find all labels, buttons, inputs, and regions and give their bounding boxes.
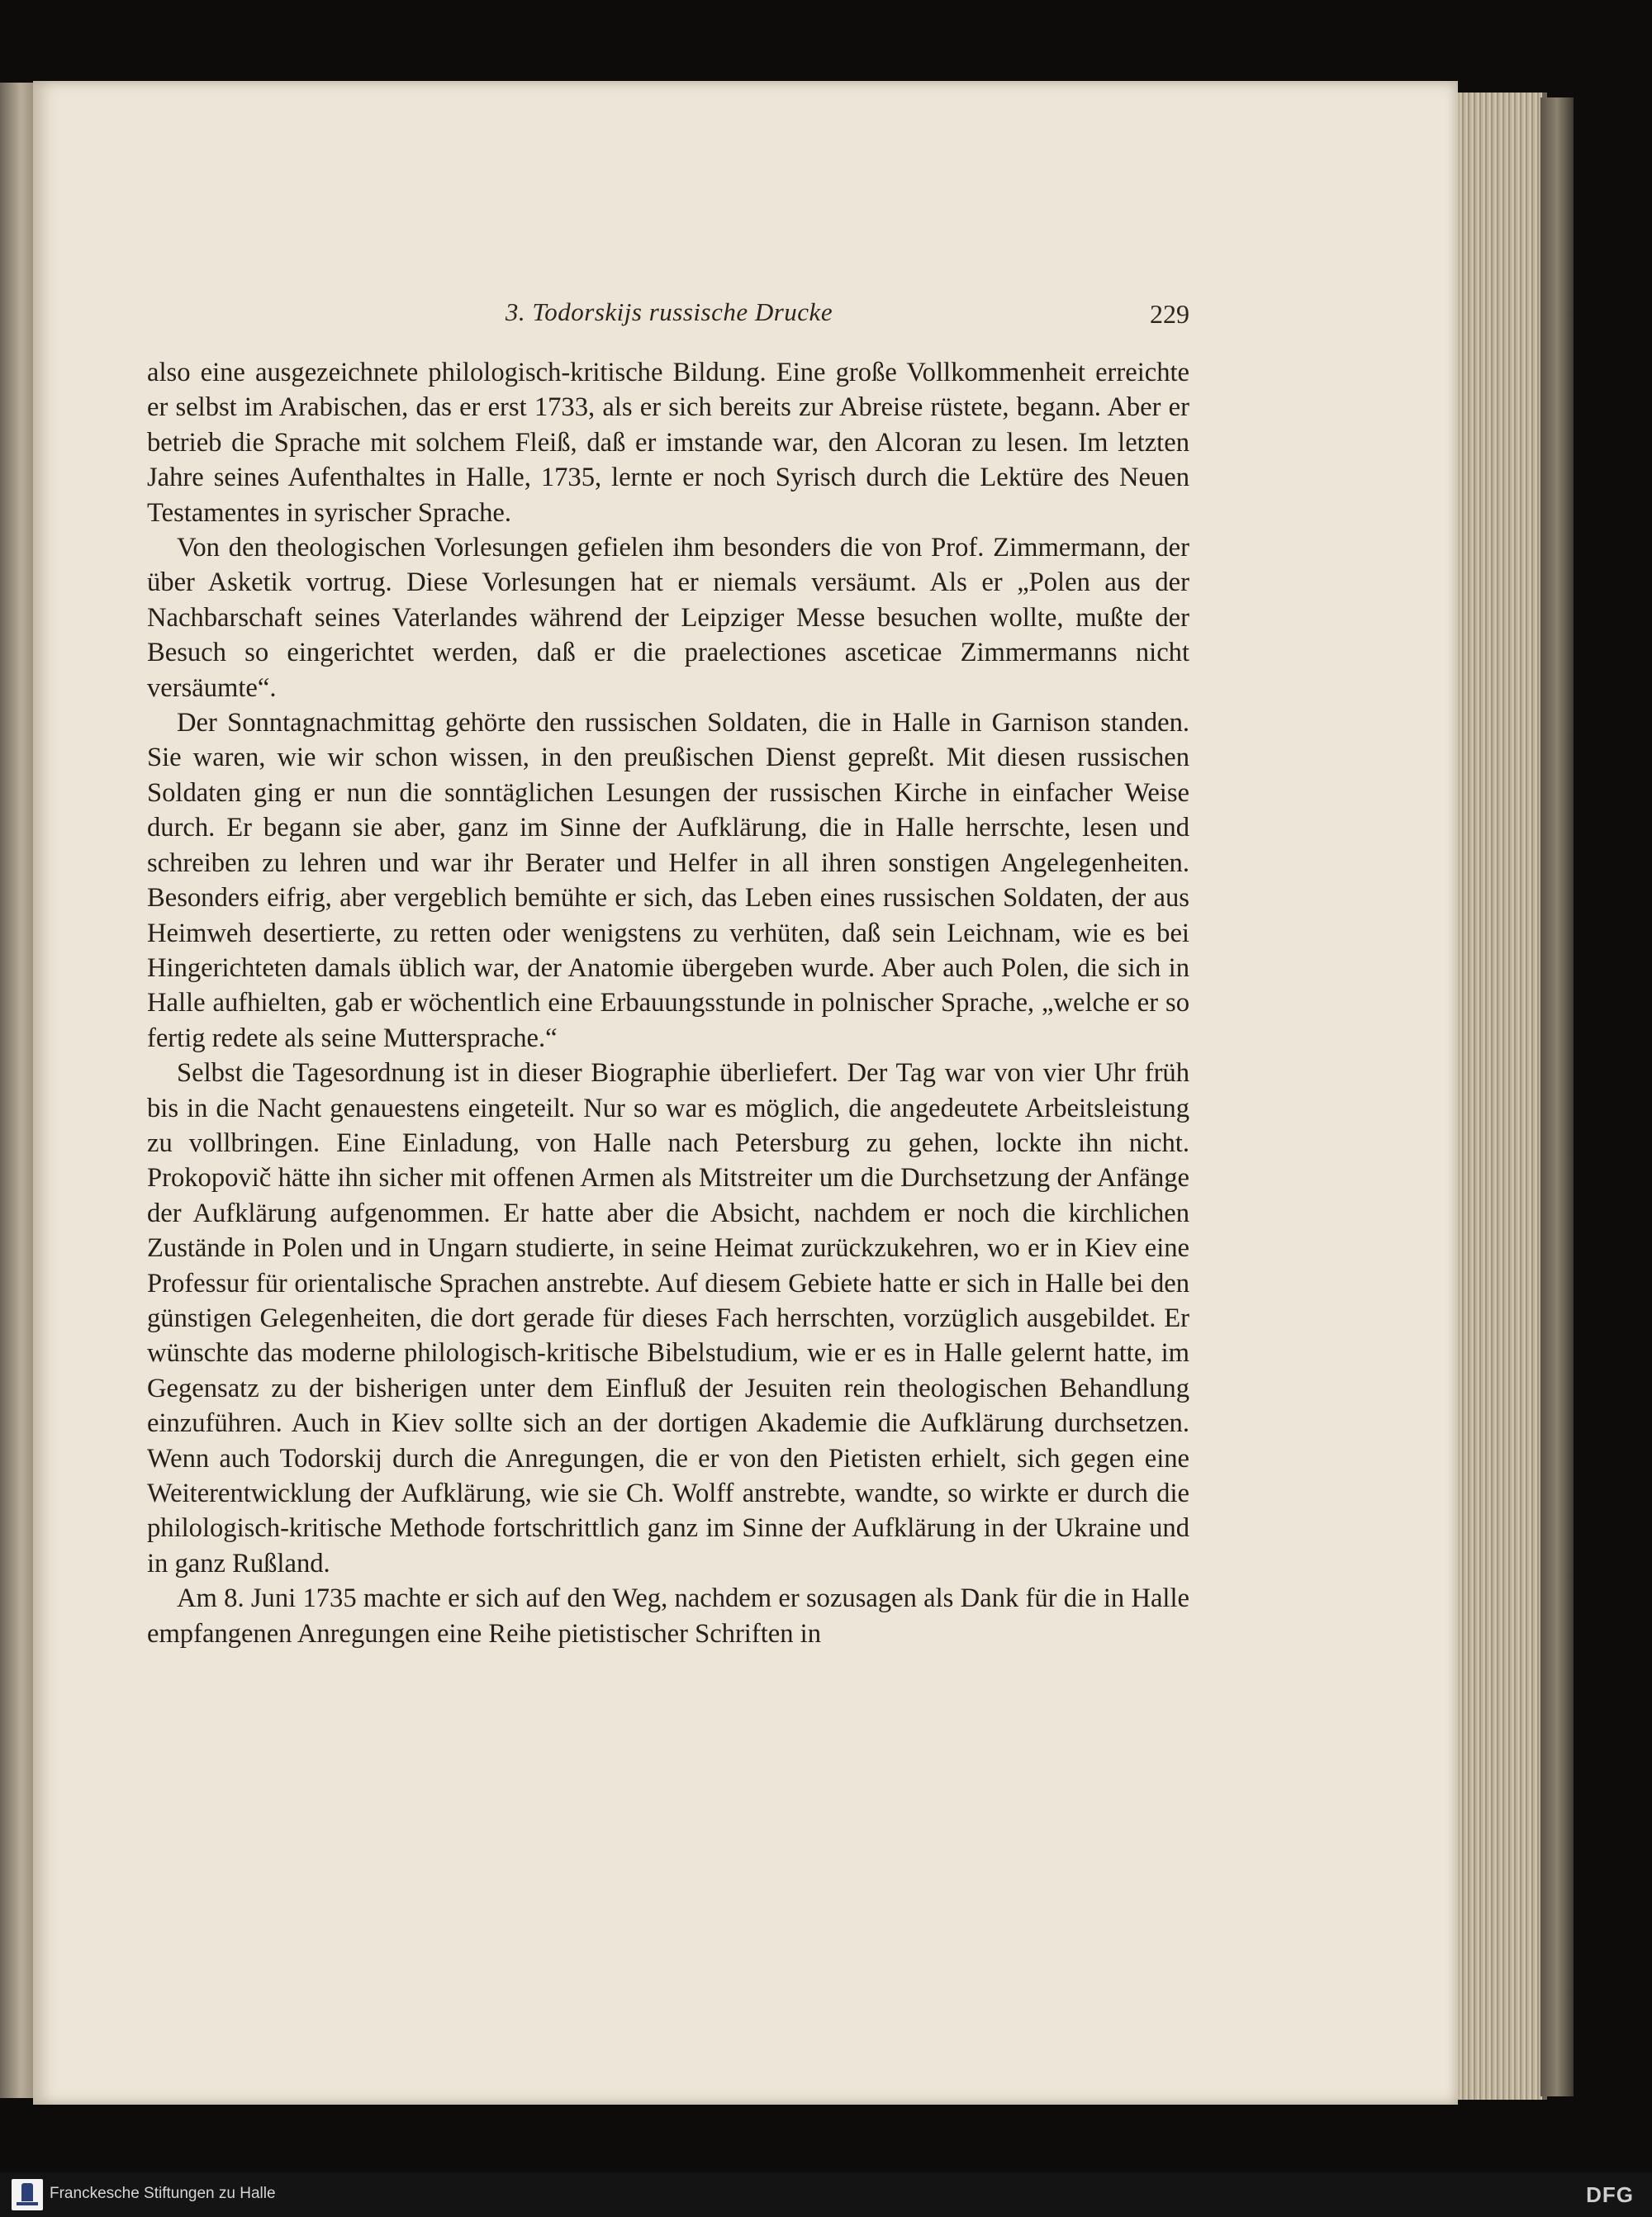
institution-name: Franckesche Stiftungen zu Halle [50,2185,276,2202]
paragraph-3: Der Sonntagnachmittag gehörte den russischen Soldaten, die in Halle in Garnison standen. Sie waren, wie wir schon wissen, in den preußischen Dienst gepreßt. Mit diesen russischen Soldaten ging er nun die sonntäglichen Lesungen der russischen Kirche in einfacher Weise durch. Er begann sie aber, ganz im Sinne der Aufklärung, die in Halle herrschte, lesen und schreiben zu lehren und war ihr Berater und Helfer in all ihren sonstigen Angelegenheiten. Besonders eifrig, aber vergeblich bemühte er sich, das Leben eines russischen Soldaten, der aus Heimweh desertierte, zu retten oder wenigstens zu verhüten, daß sein Leichnam, wie es bei Hingerichteten damals üblich war, der Anatomie übergeben wurde. Aber auch Polen, die sich in Halle aufhielten, gab er wöchentlich eine Erbauungsstunde in polnischer Sprache, „welche er so fertig redete als seine Muttersprache.“ [147,708,1189,1053]
page-header [149,297,1189,339]
running-title: 3. Todorskijs russische Drucke [505,297,833,326]
book-cover-edge [1540,97,1574,2096]
body-text [147,355,1189,1651]
paragraph-5: Am 8. Juni 1735 machte er sich auf den Weg, nachdem er sozusagen als Dank für die in Halle empfangenen Anregungen eine Reihe pietistischer Schriften in [147,1583,1189,1649]
dfg-logo: DFG [1586,2182,1634,2207]
page-number: 229 [1150,299,1189,329]
institution-logo-icon [12,2179,43,2210]
previous-page-edge [0,83,35,2098]
paragraph-4: Selbst die Tagesordnung ist in dieser Biographie überliefert. Der Tag war von vier Uhr früh bis in die Nacht genauestens eingeteilt. Nur so war es möglich, die angedeutete Arbeitsleistung zu vollbringen. Eine Einladung, von Halle nach Petersburg zu gehen, lockte ihn nicht. Prokopovič hätte ihn sicher mit offenen Armen als Mitstreiter um die Durchsetzung der Anfänge der Aufklärung aufgenommen. Er hatte aber die Absicht, nachdem er noch die kirchlichen Zustände in Polen und in Ungarn studierte, in seine Heimat zurückzukehren, wo er in Kiev eine Professur für orientalische Sprachen anstrebte. Auf diesem Gebiete hatte er sich in Halle bei den günstigen Gelegenheiten, die dort gerade für dieses Fach herrschten, vorzüglich ausgebildet. Er wünschte das moderne philologisch-kritische Bibelstudium, wie er es in Halle gelernt hatte, im Gegensatz zu der bisherigen unter dem Einfluß der Jesuiten rein theologischen Behandlung einzuführen. Auch in Kiev sollte sich an der dortigen Akademie die Aufklärung durchsetzen. Wenn auch Todorskij durch die Anregungen, die er von den Pietisten erhielt, sich gegen eine Weiterentwicklung der Aufklärung, wie sie Ch. Wolff anstrebte, wandte, so wirkte er durch die philologisch-kritische Methode fortschrittlich ganz im Sinne der Aufklärung in der Ukraine und in ganz Rußland. [147,1058,1189,1578]
paragraph-2: Von den theologischen Vorlesungen gefielen ihm besonders die von Prof. Zimmermann, der über Asketik vortrug. Diese Vorlesungen hat er niemals versäumt. Als er „Polen aus der Nachbarschaft seines Vaterlandes während der Leipziger Messe besuchen wollte, mußte der Besuch so eingerichtet werden, daß er die praelectiones asceticae Zimmermanns nicht versäumte“. [147,533,1189,703]
paragraph-1: also eine ausgezeichnete philologisch-kritische Bildung. Eine große Vollkommenheit erreichte er selbst im Arabischen, das er erst 1733, als er sich bereits zur Abreise rüstete, begann. Aber er betrieb die Sprache mit solchem Fleiß, daß er imstande war, den Alcoran zu lesen. Im letzten Jahre seines Aufenthaltes in Halle, 1735, lernte er noch Syrisch durch die Lektüre des Neuen Testamentes in syrischer Sprache. [147,358,1189,528]
viewer-footer [0,2172,1652,2217]
